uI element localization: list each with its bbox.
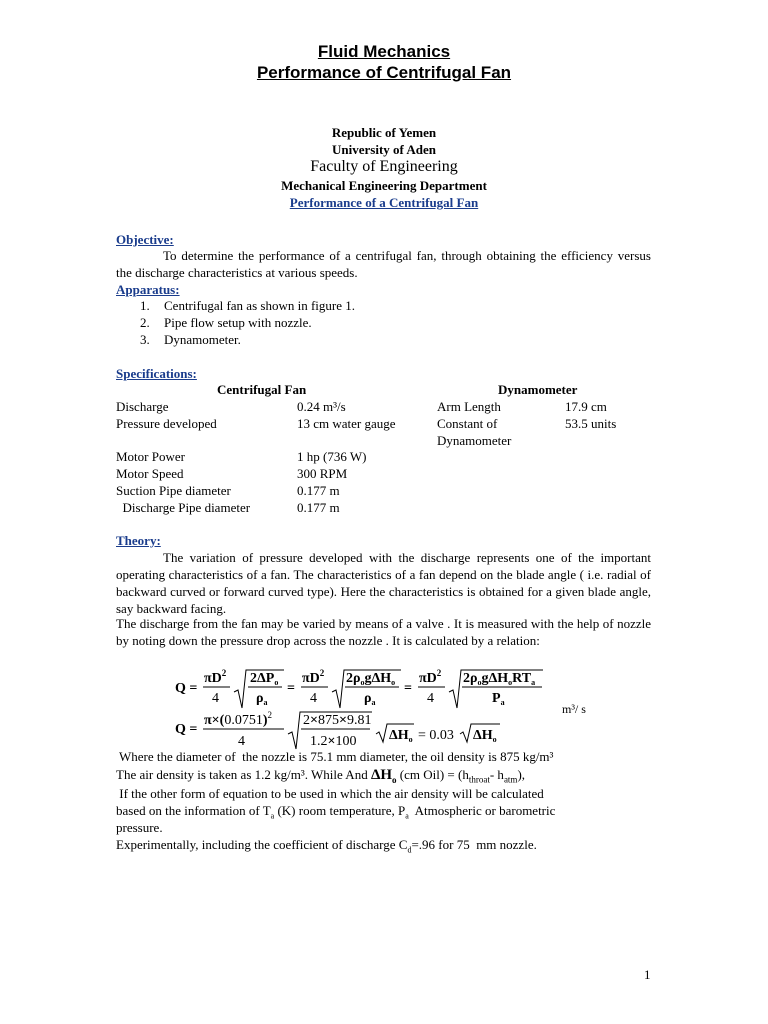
theory-paragraph-2: The discharge from the fan may be varied by means of a valve . It is measured with the help of nozzle by noting down the pressure drop across the nozzle . It is calculated by a relation: <box>116 616 651 648</box>
fan-spec-row: Pressure developed <box>116 416 217 431</box>
document-title: Fluid Mechanics <box>317 42 451 61</box>
fan-spec-value: 1 hp (736 W) <box>297 449 367 464</box>
objective-text: To determine the performance of a centrifugal fan, through obtaining the efficiency versus the discharge characteristics at various speeds. <box>116 248 651 280</box>
list-item: 3. Dynamometer. <box>140 332 241 347</box>
svg-text:=: = <box>287 681 295 696</box>
svg-text:ρa: $\rho_a$ <box>364 691 376 707</box>
svg-text:Q =: Q = <box>175 722 198 737</box>
fan-spec-value: 13 cm water gauge <box>297 416 396 431</box>
list-item: 2. Pipe flow setup with nozzle. <box>140 315 312 330</box>
svg-text:4: 4 <box>427 691 434 706</box>
svg-text:ΔHo: $\Delta H_o$ <box>473 728 497 744</box>
svg-text:π×(0.0751)2: $\pi\times(0.0751)^2$ <box>204 710 272 728</box>
university-name: University of Aden <box>332 142 436 157</box>
theory-heading: Theory: <box>116 533 161 548</box>
apparatus-heading: Apparatus: <box>116 282 180 297</box>
fan-spec-value: 300 RPM <box>297 466 348 481</box>
other-form-line-3: pressure. <box>116 820 163 835</box>
dyno-spec-row: Constant of Dynamometer <box>437 416 512 448</box>
nozzle-description: Where the diameter of the nozzle is 75.1 mm diameter, the oil density is 875 kg/m³ <box>116 749 554 764</box>
other-form-line-1: If the other form of equation to be used in which the air density will be calculated <box>116 786 544 801</box>
svg-text:4: 4 <box>238 734 245 749</box>
specifications-heading: Specifications: <box>116 366 197 381</box>
fan-spec-row: Discharge <box>116 399 169 414</box>
dyno-spec-value: 17.9 cm <box>565 399 607 414</box>
svg-text:2×875×9.81: 2×875×9.81 <box>303 713 372 728</box>
page-number: 1 <box>644 967 651 982</box>
discharge-unit: m³/ s <box>562 702 586 716</box>
svg-text:4: 4 <box>212 691 219 706</box>
svg-text:=: = <box>404 681 412 696</box>
fan-spec-heading: Centrifugal Fan <box>217 382 307 397</box>
list-item: 1. Centrifugal fan as shown in figure 1. <box>140 298 355 313</box>
document-subtitle: Performance of Centrifugal Fan <box>256 63 512 82</box>
experimental-discharge-line: Experimentally, including the coefficient of discharge $C_d=.96$ for 75 mm nozzle. <box>116 837 537 855</box>
svg-text:Pa: $P_a$ <box>492 691 505 707</box>
svg-text:ρa: $\rho_a$ <box>256 691 268 707</box>
fan-spec-value: 0.177 m <box>297 500 340 515</box>
fan-spec-row: Motor Speed <box>116 466 184 481</box>
svg-text:πD2: $\pi D^2$ <box>204 668 227 686</box>
delta-h-symbol: $\Delta H_o$ <box>370 767 397 785</box>
svg-text:ΔHo: $\Delta H_o$ <box>389 728 413 744</box>
equation-coefficient: 0.03 <box>429 728 454 743</box>
svg-text:= 0.03: = 0.03 <box>418 728 454 743</box>
faculty-name: Faculty of Engineering <box>310 158 458 175</box>
fan-spec-row: Motor Power <box>116 449 185 464</box>
dyno-spec-row: Arm Length <box>437 399 501 414</box>
svg-text:πD2: $\pi D^2$ <box>419 668 442 686</box>
air-density-line: The air density is taken as 1.2 kg/m³. While And $\Delta H_o$ (cm $Oil) = (h_{throat}-$ $h_{atm}$), <box>116 767 526 785</box>
svg-text:πD2: $\pi D^2$ <box>302 668 325 686</box>
objective-heading: Objective: <box>116 232 174 247</box>
svg-text:Q =: Q = <box>175 681 198 696</box>
dyno-spec-value: 53.5 units <box>565 416 617 431</box>
experiment-title: Performance of a Centrifugal Fan <box>289 195 479 210</box>
country-name: Republic of Yemen <box>331 125 437 140</box>
fan-spec-value: 0.177 m <box>297 483 340 498</box>
fan-spec-value: 0.24 m³/s <box>297 399 346 414</box>
theory-paragraph-1: The variation of pressure developed with the discharge represents one of the important operating characteristics of a fan. The characteristics of a fan depend on the blade angle ( i.e. radial of backward curved or forward curved type). Here the characteristics is obtained for a given blade angle, say backward facing. <box>116 550 651 616</box>
other-form-line-2: based on the information of $T_a$ (K) room temperature, $P_a$ Atmospheric or barometric <box>116 803 556 821</box>
fan-spec-row: Discharge Pipe diameter <box>116 500 251 515</box>
svg-text:2ρogΔHoRTa: $2\rho_og\Delta H_oRT_a$ <box>463 671 536 687</box>
department-name: Mechanical Engineering Department <box>281 178 487 193</box>
fan-spec-row: Suction Pipe diameter <box>116 483 231 498</box>
dynamometer-spec-heading: Dynamometer <box>498 382 578 397</box>
apparatus-list <box>140 297 355 348</box>
svg-text:1.2×100: 1.2×100 <box>310 734 357 749</box>
svg-text:2ΔPo: $2\Delta P_o$ <box>250 671 279 687</box>
svg-text:2ρogΔHo: $2\rho_og\Delta H_o$ <box>346 671 396 687</box>
svg-text:4: 4 <box>310 691 317 706</box>
